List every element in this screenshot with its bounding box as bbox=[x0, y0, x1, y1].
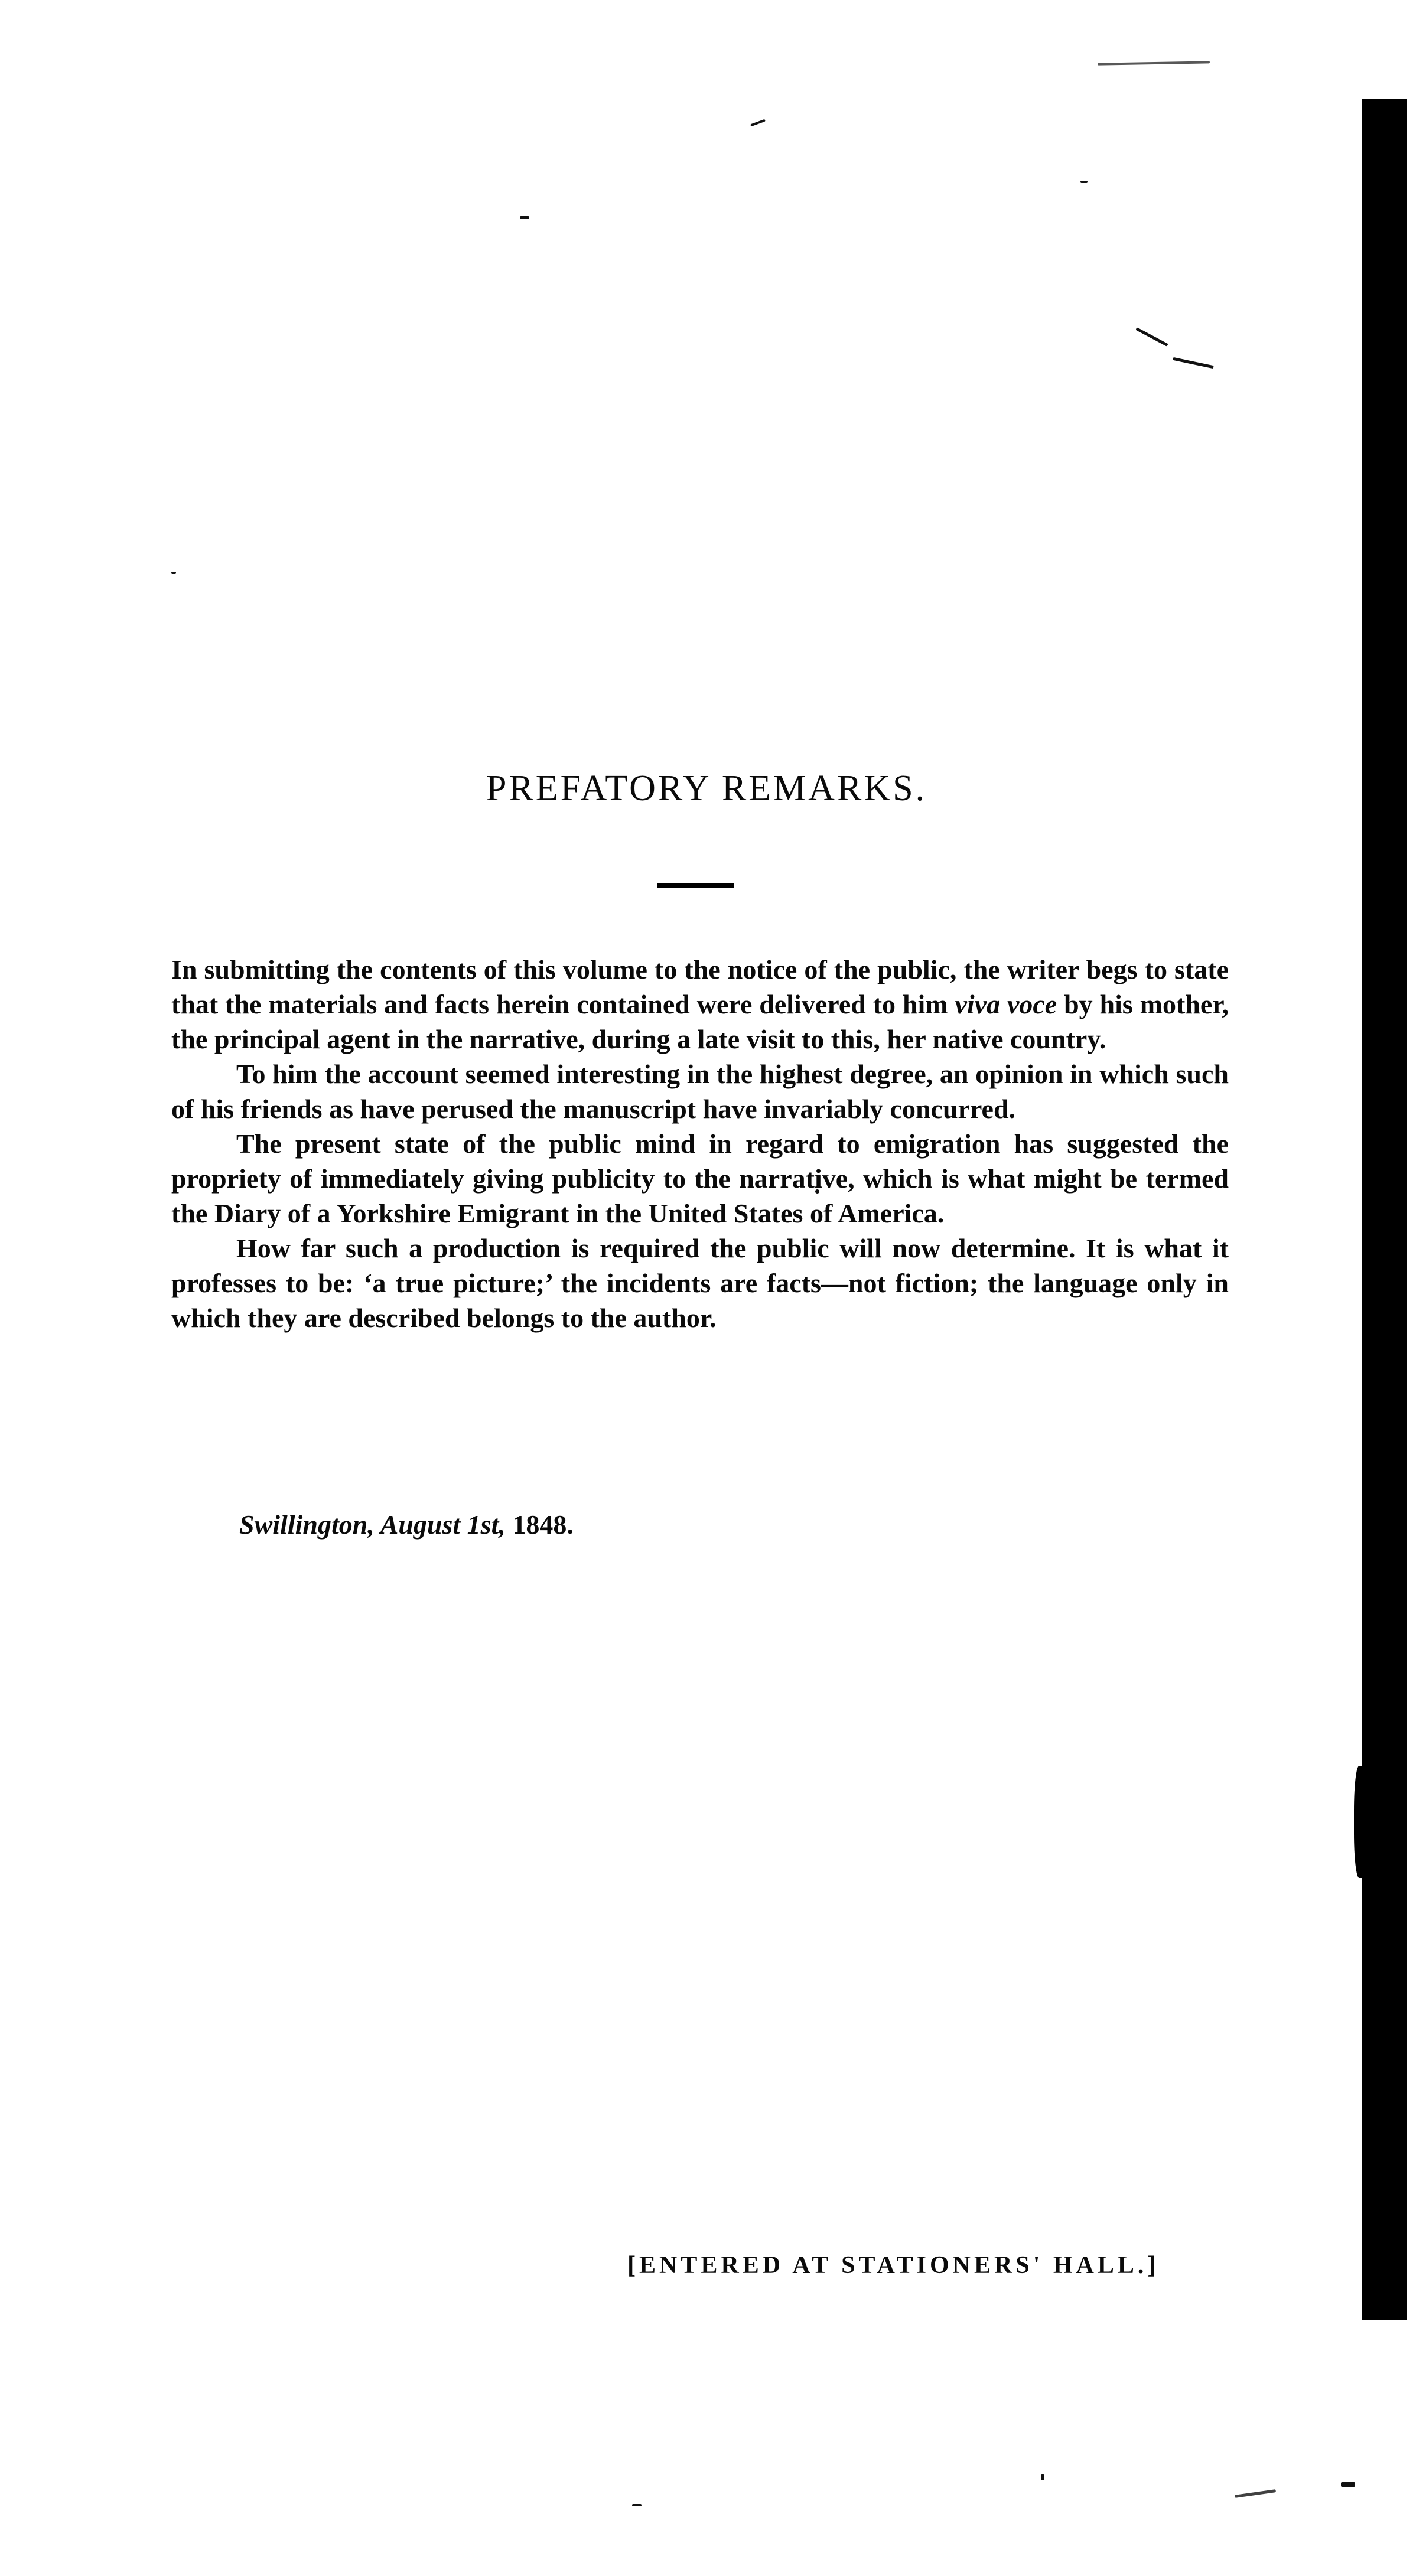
scan-speck bbox=[750, 119, 766, 127]
binding-shadow bbox=[1362, 99, 1407, 2320]
paragraph-1-text-a: In submitting the contents of this volume to the notice of the public, the writer begs to state that the materials and facts herein contained were delivered to him bbox=[171, 954, 1229, 1019]
paragraph-1-italic: viva voce bbox=[955, 989, 1057, 1019]
signature-line bbox=[239, 1509, 574, 1540]
scan-speck bbox=[1235, 2489, 1276, 2498]
prefatory-body bbox=[171, 952, 1229, 1335]
paragraph-3: The present state of the public mind in regard to emigration has suggested the propriety of immediately giving publicity to the narrative, which is what might be termed the Diary of a Yorkshire Emigrant in the United States of America. bbox=[171, 1129, 1229, 1228]
signature-place-date: Swillington, August 1st, bbox=[239, 1509, 506, 1540]
signature-year: 1848. bbox=[505, 1509, 574, 1540]
title-rule bbox=[657, 883, 734, 888]
scan-speck bbox=[1173, 357, 1214, 369]
binding-shadow-notch bbox=[1354, 1766, 1367, 1878]
paragraph-1 bbox=[171, 952, 1229, 1057]
paragraph-2: To him the account seemed interesting in the highest degree, an opinion in which such of his friends as have perused the manuscript have invariably concurred. bbox=[171, 1059, 1229, 1124]
scan-speck bbox=[632, 2504, 642, 2506]
scan-speck bbox=[1098, 61, 1210, 65]
scan-speck bbox=[1341, 2482, 1355, 2487]
scan-speck bbox=[1080, 181, 1088, 183]
scan-speck bbox=[1041, 2474, 1044, 2480]
page-title: PREFATORY REMARKS. bbox=[486, 768, 927, 808]
paragraph-1-text-b: by his mother, the principal agent in the narrative, during a late visit to this, her native country. bbox=[171, 989, 1229, 1054]
paragraph-4: How far such a production is required the public will now determine. It is what it professes to be: ‘a true picture;’ the incidents are facts—not fiction; the language only in which they are described belongs to the author. bbox=[171, 1233, 1229, 1333]
scan-speck bbox=[171, 572, 176, 574]
scan-speck bbox=[1135, 327, 1168, 347]
scan-speck bbox=[520, 216, 529, 219]
stationers-hall-note: [ENTERED AT STATIONERS' HALL.] bbox=[627, 2252, 1160, 2279]
